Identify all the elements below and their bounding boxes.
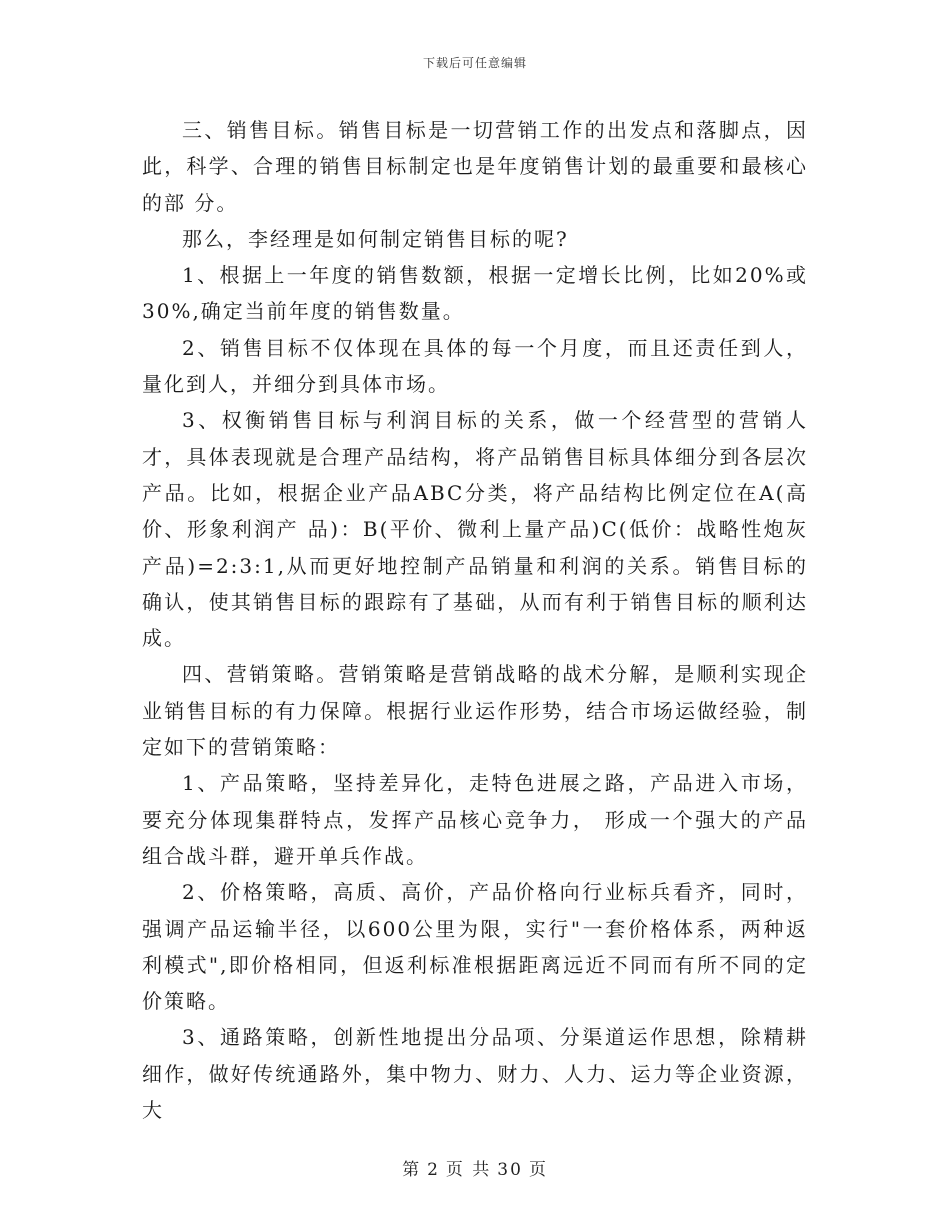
paragraph-marketing-strategy: 四、营销策略。营销策略是营销战略的战术分解，是顺利实现企业销售目标的有力保障。根据行业运作形势，结合市场运做经验，制定如下的营销策略： <box>142 662 808 760</box>
paragraph-item-1: 1、根据上一年度的销售数额，根据一定增长比例，比如20%或30%,确定当前年度的销售数量。 <box>142 263 808 324</box>
paragraph-channel-strategy: 3、通路策略，创新性地提出分品项、分渠道运作思想，除精耕细作，做好传统通路外，集中物力、财力、人力、运力等企业资源，大 <box>142 1025 808 1123</box>
paragraph-sales-target: 三、销售目标。销售目标是一切营销工作的出发点和落脚点，因此，科学、合理的销售目标制定也是年度销售计划的最重要和最核心的部 分。 <box>142 118 808 215</box>
paragraph-item-2: 2、销售目标不仅体现在具体的每一个月度，而且还责任到人，量化到人，并细分到具体市场。 <box>142 335 808 397</box>
paragraph-question: 那么，李经理是如何制定销售目标的呢? <box>182 226 569 251</box>
footer-total-pages: 30 <box>497 1160 523 1180</box>
footer-middle: 页 共 <box>445 1160 492 1180</box>
footer-prefix: 第 <box>402 1160 422 1180</box>
page-header: 下载后可任意编辑 <box>422 56 527 70</box>
paragraph-price-strategy: 2、价格策略，高质、高价，产品价格向行业标兵看齐，同时，强调产品运输半径，以600公里为限，实行"一套价格体系，两种返利模式",即价格相同，但返利标准根据距离远近不同而有所不同的定价策略。 <box>142 880 808 1014</box>
page-footer <box>0 1155 950 1180</box>
footer-suffix: 页 <box>528 1160 548 1180</box>
paragraph-product-strategy: 1、产品策略，坚持差异化，走特色进展之路，产品进入市场，要充分体现集群特点，发挥产品核心竞争力， 形成一个强大的产品组合战斗群，避开单兵作战。 <box>142 771 808 868</box>
paragraph-item-3: 3、权衡销售目标与利润目标的关系，做一个经营型的营销人才，具体表现就是合理产品结构，将产品销售目标具体细分到各层次产品。比如，根据企业产品ABC分类，将产品结构比例定位在A(高价、形象利润产 品)：B(平价、微利上量产品)C(低价：战略性炮灰产品)=2:3:1,从而更好地控制产品销量和利润的关系。销售目标的确认，使其销售目标的跟踪有了基础，从而有利于销售目标的顺利达成。 <box>142 408 808 651</box>
document-body <box>142 112 808 1128</box>
footer-current-page: 2 <box>427 1160 440 1180</box>
